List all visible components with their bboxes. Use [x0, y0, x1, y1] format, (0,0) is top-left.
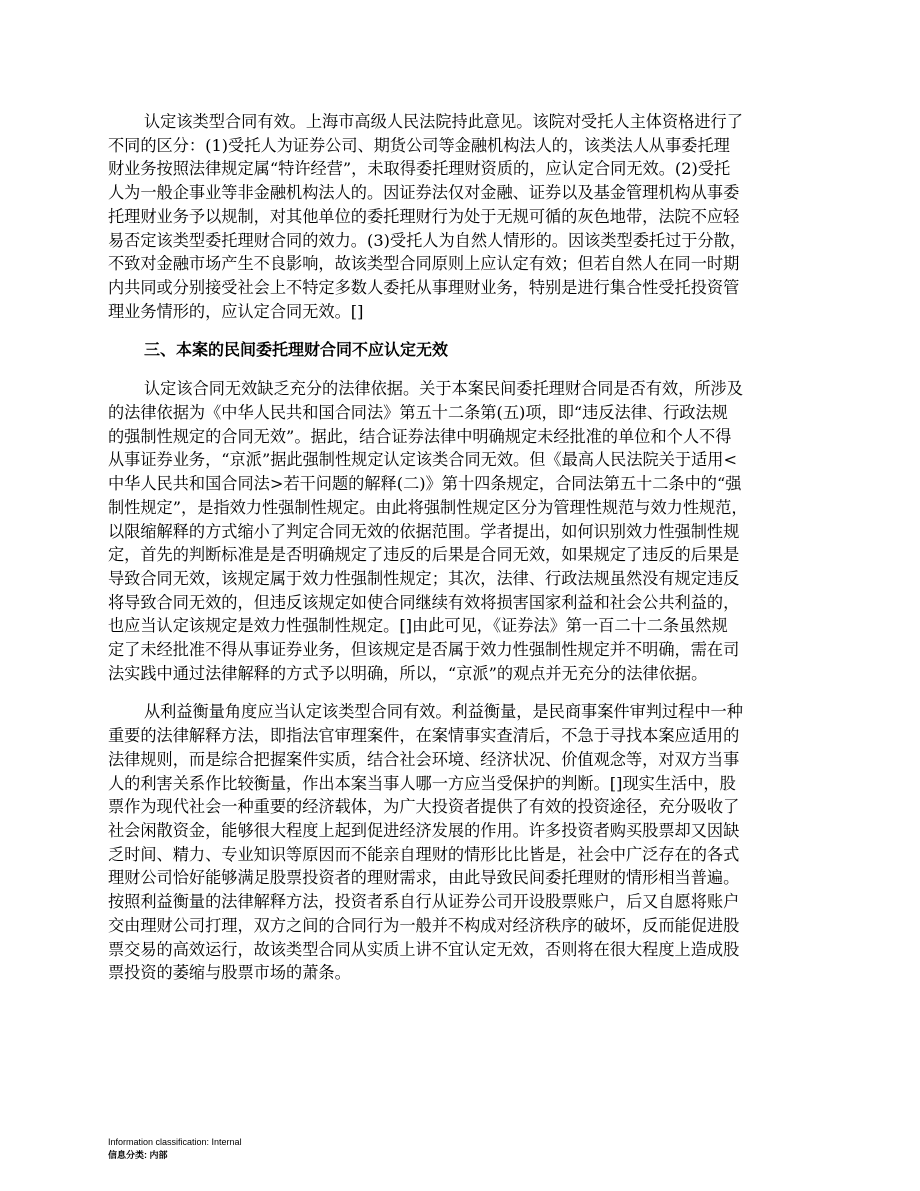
- text-line: 以限缩解释的方式缩小了判定合同无效的依据范围。学者提出，如何识别效力性强制性规: [108, 521, 740, 541]
- text-line: 不致对金融市场产生不良影响，故该类型合同原则上应认定有效；但若自然人在同一时期: [108, 254, 740, 274]
- text-line: 定了未经批准不得从事证券业务，但该规定是否属于效力性强制性规定并不明确，需在司: [108, 640, 740, 660]
- text-line: 按照利益衡量的法律解释方法，投资者系自行从证券公司开设股票账户，后又自愿将账户: [108, 892, 740, 912]
- text-line: 法实践中通过法律解释的方式予以明确，所以，“京派”的观点并无充分的法律依据。: [108, 663, 708, 683]
- text-line: 不同的区分：(1)受托人为证券公司、期货公司等金融机构法人的，该类法人从事委托理: [108, 135, 730, 155]
- classification-label-cn: 信息分类: 内部: [108, 1150, 168, 1160]
- text-line: 票作为现代社会一种重要的经济载体，为广大投资者提供了有效的投资途径，充分吸收了: [108, 797, 740, 817]
- text-line: 人为一般企事业等非金融机构法人的。因证券法仅对金融、证券以及基金管理机构从事委: [108, 183, 740, 203]
- text-line: 重要的法律解释方法，即指法官审理案件，在案情事实查清后，不急于寻找本案应适用的: [108, 726, 740, 746]
- footer-classification: [108, 1136, 242, 1162]
- text-line: 中华人民共和国合同法>若干问题的解释(二)》第十四条规定，合同法第五十二条中的“强: [108, 474, 742, 494]
- text-line: 的法律依据为《中华人民共和国合同法》第五十二条第(五)项，即“违反法律、行政法规: [108, 403, 728, 423]
- section-heading: 三、本案的民间委托理财合同不应认定无效: [144, 340, 449, 360]
- text-line: 交由理财公司打理，双方之间的合同行为一般并不构成对经济秩序的破坏，反而能促进股: [108, 915, 740, 935]
- text-line: 社会闲散资金，能够很大程度上起到促进经济发展的作用。许多投资者购买股票却又因缺: [108, 820, 740, 840]
- text-line: 内共同或分别接受社会上不特定多数人委托从事理财业务，特别是进行集合性受托投资管: [108, 277, 740, 297]
- document-body: [108, 110, 820, 985]
- text-line: 从利益衡量角度应当认定该类型合同有效。利益衡量，是民商事案件审判过程中一种: [144, 702, 743, 722]
- text-line: 托理财业务予以规制，对其他单位的委托理财行为处于无规可循的灰色地带，法院不应轻: [108, 206, 740, 226]
- text-line: 导致合同无效，该规定属于效力性强制性规定；其次，法律、行政法规虽然没有规定违反: [108, 568, 740, 588]
- text-line: 定，首先的判断标准是是否明确规定了违反的后果是合同无效，如果规定了违反的后果是: [108, 545, 740, 565]
- text-line: 的强制性规定的合同无效”。据此，结合证券法律中明确规定未经批准的单位和个人不得: [108, 426, 732, 446]
- text-line: 认定该合同无效缺乏充分的法律依据。关于本案民间委托理财合同是否有效，所涉及: [144, 379, 743, 399]
- paragraph-interest-balancing: [108, 700, 820, 984]
- text-line: 认定该类型合同有效。上海市高级人民法院持此意见。该院对受托人主体资格进行了: [144, 112, 743, 131]
- text-line: 易否定该类型委托理财合同的效力。(3)受托人为自然人情形的。因该类型委托过于分散，: [108, 230, 747, 250]
- text-line: 制性规定”，是指效力性强制性规定。由此将强制性规定区分为管理性规范与效力性规范，: [108, 497, 748, 517]
- text-line: 财业务按照法律规定属“特许经营”，未取得委托理财资质的，应认定合同无效。(2)受托: [108, 159, 731, 179]
- text-line: 理财公司恰好能够满足股票投资者的理财需求，由此导致民间委托理财的情形相当普遍。: [108, 868, 740, 888]
- text-line: 将导致合同无效的，但违反该规定如使合同继续有效将损害国家利益和社会公共利益的，: [108, 592, 740, 612]
- text-line: 票交易的高效运行，故该类型合同从实质上讲不宜认定无效，否则将在很大程度上造成股: [108, 939, 740, 959]
- text-line: 人的利害关系作比较衡量，作出本案当事人哪一方应当受保护的判断。[]现实生活中，股: [108, 773, 736, 793]
- paragraph-legal-basis: [108, 377, 820, 685]
- classification-label-en: Information classification: Internal: [108, 1137, 242, 1147]
- text-line: 票投资的萎缩与股票市场的萧条。: [108, 963, 351, 983]
- text-line: 法律规则，而是综合把握案件实质，结合社会环境、经济状况、价值观念等，对双方当事: [108, 749, 740, 769]
- paragraph-contract-validity-shanghai: [108, 110, 820, 323]
- text-line: 从事证券业务，“京派”据此强制性规定认定该类合同无效。但《最高人民法院关于适用<: [108, 450, 738, 470]
- text-line: 乏时间、精力、专业知识等原因而不能亲自理财的情形比比皆是，社会中广泛存在的各式: [108, 844, 740, 864]
- text-line: 也应当认定该规定是效力性强制性规定。[]由此可见，《证券法》第一百二十二条虽然规: [108, 616, 728, 636]
- text-line: 理业务情形的，应认定合同无效。[]: [108, 301, 364, 321]
